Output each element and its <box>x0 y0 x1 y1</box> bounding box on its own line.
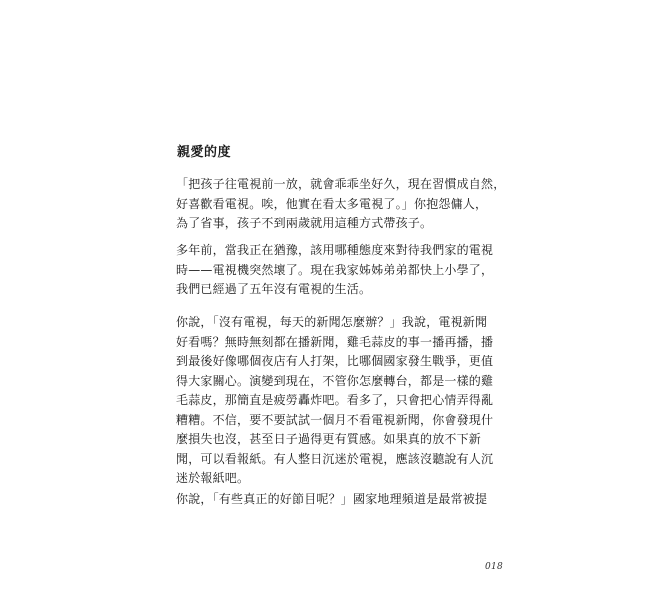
paragraph-line: 「把孩子往電視前一放，就會乖乖坐好久，現在習慣成自然， <box>176 177 506 191</box>
paragraph-line: 好看嗎？無時無刻都在播新聞，雞毛蒜皮的事一播再播，播 <box>176 334 494 349</box>
paragraph-line: 你說，「沒有電視，每天的新聞怎麼辦？」我說，電視新聞 <box>176 315 488 329</box>
paragraph-line: 時——電視機突然壞了。現在我家姊姊弟弟都快上小學了， <box>176 262 494 277</box>
paragraph-line: 迷於報紙吧。 <box>176 471 250 485</box>
paragraph-line: 麼損失也沒，甚至日子過得更有質感。如果真的放不下新 <box>176 432 482 446</box>
paragraph-line: 你說，「有些真正的好節目呢？」國家地理頻道是最常被提 <box>176 492 488 506</box>
paragraph-line: 我們已經過了五年沒有電視的生活。 <box>176 282 372 296</box>
paragraph-line: 好喜歡看電視。唉，他實在看太多電視了。」你抱怨傭人， <box>176 196 488 211</box>
page-number: 018 <box>485 562 504 572</box>
paragraph-4 <box>176 490 488 510</box>
paragraph-line: 得大家關心。演變到現在，不管你怎麼轉台，都是一樣的雞 <box>176 373 494 388</box>
section-heading: 親愛的度 <box>177 145 232 160</box>
paragraph-line: 為了省事，孩子不到兩歲就用這種方式帶孩子。 <box>176 216 433 230</box>
paragraph-line: 糟糟。不信，要不要試試一個月不看電視新聞，你會發現什 <box>176 412 494 427</box>
paragraph-line: 聞，可以看報紙。有人整日沉迷於電視，應該沒聽說有人沉 <box>176 451 494 466</box>
paragraph-3 <box>176 313 494 489</box>
paragraph-1 <box>176 175 506 234</box>
paragraph-2 <box>176 241 494 300</box>
paragraph-line: 多年前，當我正在猶豫，該用哪種態度來對待我們家的電視 <box>176 243 494 257</box>
paragraph-line: 到最後好像哪個夜店有人打架，比哪個國家發生戰爭，更值 <box>176 354 494 368</box>
paragraph-line: 毛蒜皮，那簡直是疲勞轟炸吧。看多了，只會把心情弄得亂 <box>176 393 494 407</box>
